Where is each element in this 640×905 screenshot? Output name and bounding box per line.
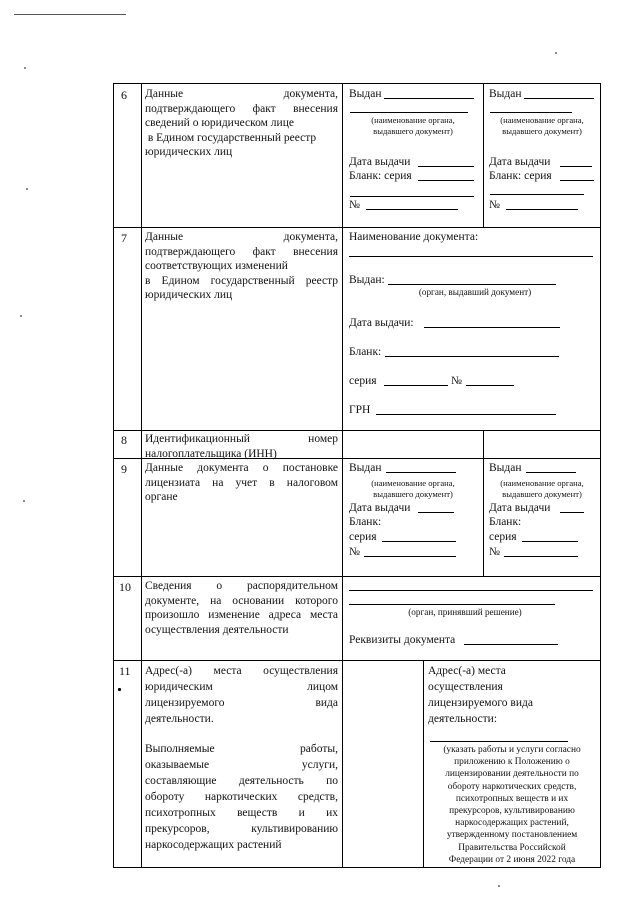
doc-name-label: Наименование документа: bbox=[349, 231, 479, 243]
label-line: подтверждающего факт внесения bbox=[145, 245, 338, 258]
title-line: Адрес(-а) места bbox=[428, 665, 506, 677]
blank-series-label: Бланк: серия bbox=[349, 170, 412, 182]
row-number: 10 bbox=[119, 580, 131, 594]
works-line: Выполняемые работы, bbox=[145, 743, 338, 755]
works-line: обороту наркотических средств, bbox=[145, 791, 338, 803]
works-line: оказываемые услуги, bbox=[145, 759, 338, 771]
issued-field[interactable] bbox=[524, 98, 594, 99]
decision-field-2[interactable] bbox=[349, 604, 555, 605]
label-line: лицензиата на учет в налоговом bbox=[145, 476, 338, 489]
row-number: 9 bbox=[121, 462, 127, 476]
works-line: психотропных веществ и их bbox=[145, 807, 338, 819]
blank-number-field[interactable] bbox=[350, 196, 474, 197]
blank-series-field[interactable] bbox=[418, 180, 474, 181]
doc-name-field[interactable] bbox=[349, 256, 593, 257]
label-line: Сведения о распорядительном bbox=[145, 580, 338, 592]
issued-field[interactable] bbox=[388, 284, 556, 285]
label-line: юридических лиц bbox=[145, 146, 233, 159]
issue-date-label: Дата выдачи bbox=[349, 156, 411, 168]
scan-speck bbox=[118, 688, 121, 691]
table-top bbox=[113, 83, 601, 84]
row-label bbox=[145, 579, 338, 637]
row-number: 6 bbox=[121, 88, 127, 102]
address-title bbox=[428, 663, 596, 727]
works-services-text bbox=[145, 741, 338, 853]
label-line: в Едином государственный реестр bbox=[145, 274, 338, 287]
issue-date-field[interactable] bbox=[560, 512, 584, 513]
blank-label: Бланк: bbox=[349, 346, 382, 358]
row-label bbox=[145, 432, 338, 461]
scan-speck bbox=[555, 52, 557, 54]
issue-date-label: Дата выдачи bbox=[489, 502, 551, 514]
num-column-divider bbox=[141, 83, 142, 868]
number-label: № bbox=[489, 546, 500, 558]
series-field[interactable] bbox=[382, 541, 456, 542]
title-line: лицензируемого вида bbox=[428, 697, 533, 709]
number-field[interactable] bbox=[466, 385, 514, 386]
grn-field[interactable] bbox=[376, 414, 556, 415]
title-line: деятельности: bbox=[428, 713, 498, 725]
issue-date-field[interactable] bbox=[418, 512, 454, 513]
organ-note: (наименование органа, выдавшего документ) bbox=[500, 115, 584, 136]
label-line: юридическим лицом bbox=[145, 681, 338, 693]
organ-field[interactable] bbox=[350, 112, 468, 113]
title-line: осуществления bbox=[428, 681, 503, 693]
label-column-divider bbox=[342, 83, 343, 868]
requisites-field[interactable] bbox=[464, 644, 558, 645]
series-label: серия bbox=[349, 531, 377, 543]
issue-date-field[interactable] bbox=[424, 327, 560, 328]
organ-note: (орган, принявший решение) bbox=[408, 607, 522, 617]
issued-label: Выдан bbox=[349, 462, 382, 474]
row6-split bbox=[483, 83, 484, 227]
label-line: Адрес(-а) места осуществления bbox=[145, 665, 338, 677]
label-line: произошло изменение адреса места bbox=[145, 609, 338, 622]
row-divider bbox=[113, 660, 601, 661]
issued-field[interactable] bbox=[526, 472, 576, 473]
row-label bbox=[145, 230, 338, 303]
label-line: подтверждающего факт внесения bbox=[145, 102, 338, 115]
address-field[interactable] bbox=[430, 741, 568, 742]
series-field[interactable] bbox=[522, 541, 578, 542]
row-divider bbox=[113, 227, 601, 228]
number-field[interactable] bbox=[504, 556, 578, 557]
top-border-fragment bbox=[14, 14, 126, 15]
organ-field[interactable] bbox=[490, 112, 572, 113]
label-line: юридических лиц bbox=[145, 289, 233, 302]
label-line: налогоплательщика (ИНН) bbox=[145, 447, 277, 460]
label-line: органе bbox=[145, 491, 178, 504]
requisites-label: Реквизиты документа bbox=[349, 634, 456, 646]
issue-date-label: Дата выдачи bbox=[489, 156, 551, 168]
series-field[interactable] bbox=[384, 385, 448, 386]
works-line: прекурсоров, культивированию bbox=[145, 823, 338, 835]
label-line: деятельности. bbox=[145, 713, 214, 725]
series-label: серия bbox=[489, 531, 517, 543]
row-divider bbox=[113, 576, 601, 577]
blank-number-field[interactable] bbox=[490, 194, 584, 195]
issued-label: Выдан bbox=[489, 462, 522, 474]
row8-9-split bbox=[483, 430, 484, 576]
issued-label: Выдан bbox=[349, 88, 382, 100]
series-label: серия bbox=[349, 375, 377, 387]
issued-label: Выдан bbox=[489, 88, 522, 100]
blank-label: Бланк: bbox=[489, 516, 522, 528]
label-line: Данные документа о постановке bbox=[145, 462, 338, 474]
row-label bbox=[145, 663, 338, 727]
table-bottom bbox=[113, 867, 601, 868]
label-line: документе, на основании которого bbox=[145, 594, 338, 607]
issue-date-field[interactable] bbox=[560, 166, 592, 167]
row-number: 8 bbox=[121, 433, 127, 447]
label-line: лицензируемого вида bbox=[145, 697, 338, 709]
blank-series-label: Бланк: серия bbox=[489, 170, 552, 182]
scan-speck bbox=[498, 885, 500, 887]
works-line: наркосодержащих растений bbox=[145, 839, 282, 851]
decision-field[interactable] bbox=[349, 590, 593, 591]
issued-label: Выдан: bbox=[349, 274, 385, 286]
row-label bbox=[145, 87, 338, 160]
organ-note: (наименование органа, выдавшего документ) bbox=[500, 478, 584, 499]
organ-note: (орган, выдавший документ) bbox=[418, 287, 532, 297]
label-line: Идентификационный номер bbox=[145, 433, 338, 445]
works-note: (указать работы и услуги согласно приложению к Положению о лицензировании деятельности по обороту наркотических средств, психотропных веществ и их прекурсоров, культивированию наркосодержащих растений, утвержденному постановлением Правительства Российской Федерации от 2 июня 2022 года bbox=[443, 745, 581, 865]
label-line: сведений о юридическом лице bbox=[145, 117, 294, 130]
blank-series-field[interactable] bbox=[560, 180, 594, 181]
number-field[interactable] bbox=[364, 556, 456, 557]
label-line: Данные документа, bbox=[145, 88, 338, 100]
organ-note: (наименование органа, выдавшего документ) bbox=[371, 478, 455, 499]
issue-date-field[interactable] bbox=[418, 166, 474, 167]
number-label: № bbox=[451, 375, 462, 387]
row-number: 7 bbox=[121, 231, 127, 245]
issue-date-label: Дата выдачи: bbox=[349, 317, 414, 329]
scan-speck bbox=[23, 500, 25, 502]
label-line: осуществления деятельности bbox=[145, 623, 289, 636]
organ-note: (наименование органа, выдавшего документ) bbox=[371, 115, 455, 136]
blank-field[interactable] bbox=[385, 356, 559, 357]
number-label: № bbox=[489, 199, 500, 211]
row-divider bbox=[113, 430, 601, 431]
row-label bbox=[145, 461, 338, 505]
blank-label: Бланк: bbox=[349, 516, 382, 528]
label-line: Данные документа, bbox=[145, 231, 338, 243]
label-line: в Едином государственный реестр bbox=[145, 131, 317, 144]
row-number: 11 bbox=[119, 664, 131, 678]
scan-speck bbox=[20, 315, 22, 317]
table-border-left bbox=[113, 83, 114, 868]
issued-field[interactable] bbox=[384, 98, 474, 99]
number-label: № bbox=[349, 199, 360, 211]
number-label: № bbox=[349, 546, 360, 558]
issue-date-label: Дата выдачи bbox=[349, 502, 411, 514]
works-line: составляющие деятельность по bbox=[145, 775, 338, 787]
number-field[interactable] bbox=[366, 209, 458, 210]
scan-speck bbox=[26, 188, 28, 190]
label-line: соответствующих изменений bbox=[145, 260, 288, 273]
table-border-right bbox=[600, 83, 601, 868]
issued-field[interactable] bbox=[386, 472, 456, 473]
number-field[interactable] bbox=[506, 209, 578, 210]
grn-label: ГРН bbox=[349, 404, 371, 416]
scan-speck bbox=[24, 67, 26, 69]
